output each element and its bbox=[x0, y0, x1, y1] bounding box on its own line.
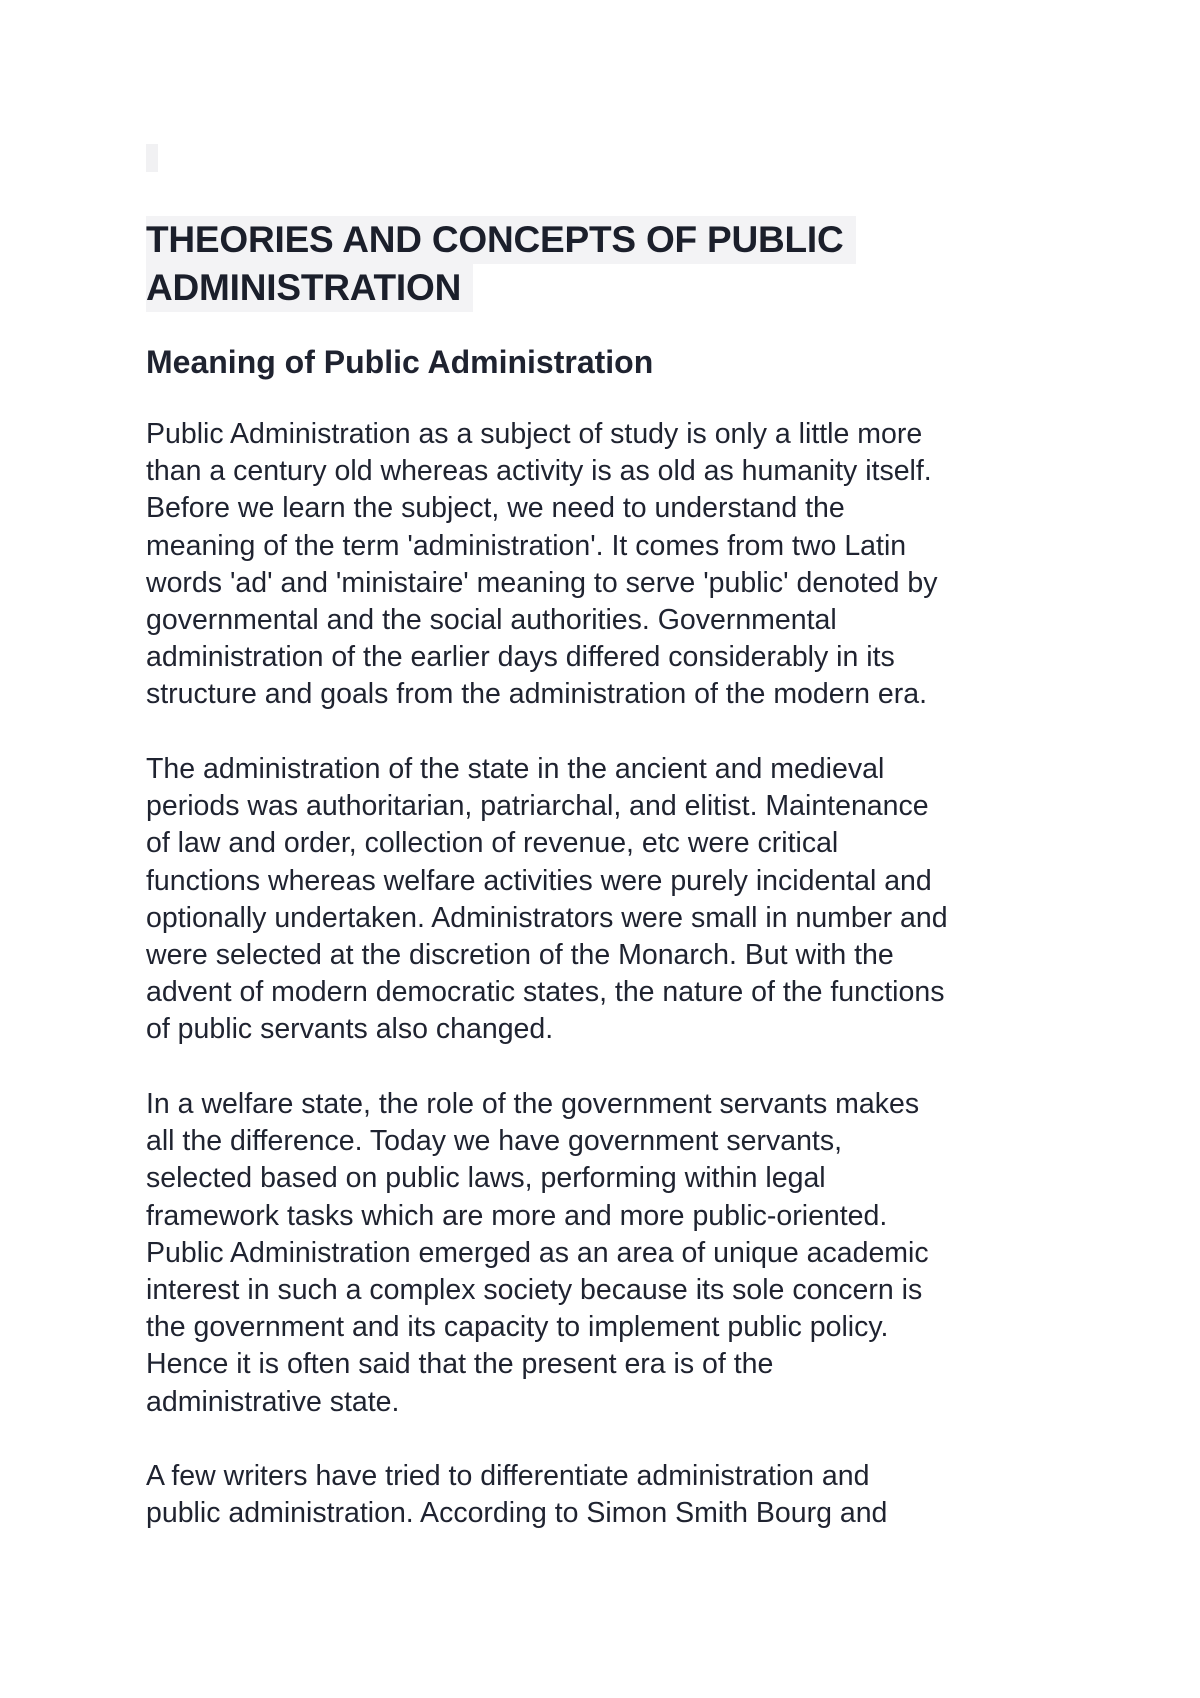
paragraph-3 bbox=[146, 1086, 1106, 1421]
paragraph-4 bbox=[146, 1458, 1106, 1532]
paragraph-line: interest in such a complex society because its sole concern is bbox=[146, 1274, 923, 1307]
paragraph-line: of public servants also changed. bbox=[146, 1013, 554, 1046]
paragraph-line: structure and goals from the administration of the modern era. bbox=[146, 678, 927, 711]
paragraph-line: The administration of the state in the ancient and medieval bbox=[146, 753, 885, 785]
paragraph-line: Public Administration emerged as an area of unique academic bbox=[146, 1236, 929, 1269]
paragraph-line: periods was authoritarian, patriarchal, and elitist. Maintenance bbox=[146, 790, 929, 823]
paragraph-line: administration of the earlier days differed considerably in its bbox=[146, 641, 895, 674]
paragraph-line: framework tasks which are more and more public-oriented. bbox=[146, 1199, 888, 1232]
title-line-2: ADMINISTRATION bbox=[146, 264, 473, 312]
paragraph-line: of law and order, collection of revenue, etc were critical bbox=[146, 827, 839, 860]
highlight-marker bbox=[146, 144, 158, 172]
paragraph-line: meaning of the term 'administration'. It comes from two Latin bbox=[146, 529, 907, 562]
paragraph-2 bbox=[146, 751, 1106, 1049]
paragraph-line: advent of modern democratic states, the nature of the functions bbox=[146, 976, 945, 1009]
paragraph-1 bbox=[146, 416, 1106, 714]
title-line-1: THEORIES AND CONCEPTS OF PUBLIC bbox=[146, 216, 856, 264]
paragraph-line: In a welfare state, the role of the government servants makes bbox=[146, 1088, 920, 1120]
paragraph-line: A few writers have tried to differentiate administration and bbox=[146, 1460, 870, 1492]
document-title bbox=[146, 216, 1046, 312]
paragraph-line: governmental and the social authorities. Governmental bbox=[146, 604, 837, 637]
paragraph-line: selected based on public laws, performing within legal bbox=[146, 1162, 826, 1195]
paragraph-line: all the difference. Today we have government servants, bbox=[146, 1125, 843, 1158]
paragraph-line: Public Administration as a subject of study is only a little more bbox=[146, 418, 923, 450]
paragraph-line: administrative state. bbox=[146, 1385, 400, 1418]
paragraph-line: Hence it is often said that the present era is of the bbox=[146, 1348, 774, 1381]
paragraph-line: were selected at the discretion of the Monarch. But with the bbox=[146, 939, 894, 972]
paragraph-line: than a century old whereas activity is as old as humanity itself. bbox=[146, 455, 932, 488]
paragraph-line: optionally undertaken. Administrators were small in number and bbox=[146, 901, 948, 934]
paragraph-line: functions whereas welfare activities were purely incidental and bbox=[146, 864, 932, 897]
paragraph-line: words 'ad' and 'ministaire' meaning to serve 'public' denoted by bbox=[146, 566, 938, 599]
section-heading: Meaning of Public Administration bbox=[146, 344, 654, 380]
paragraph-line: Before we learn the subject, we need to understand the bbox=[146, 492, 845, 525]
paragraph-line: the government and its capacity to implement public policy. bbox=[146, 1311, 889, 1344]
paragraph-line: public administration. According to Simon Smith Bourg and bbox=[146, 1497, 888, 1530]
